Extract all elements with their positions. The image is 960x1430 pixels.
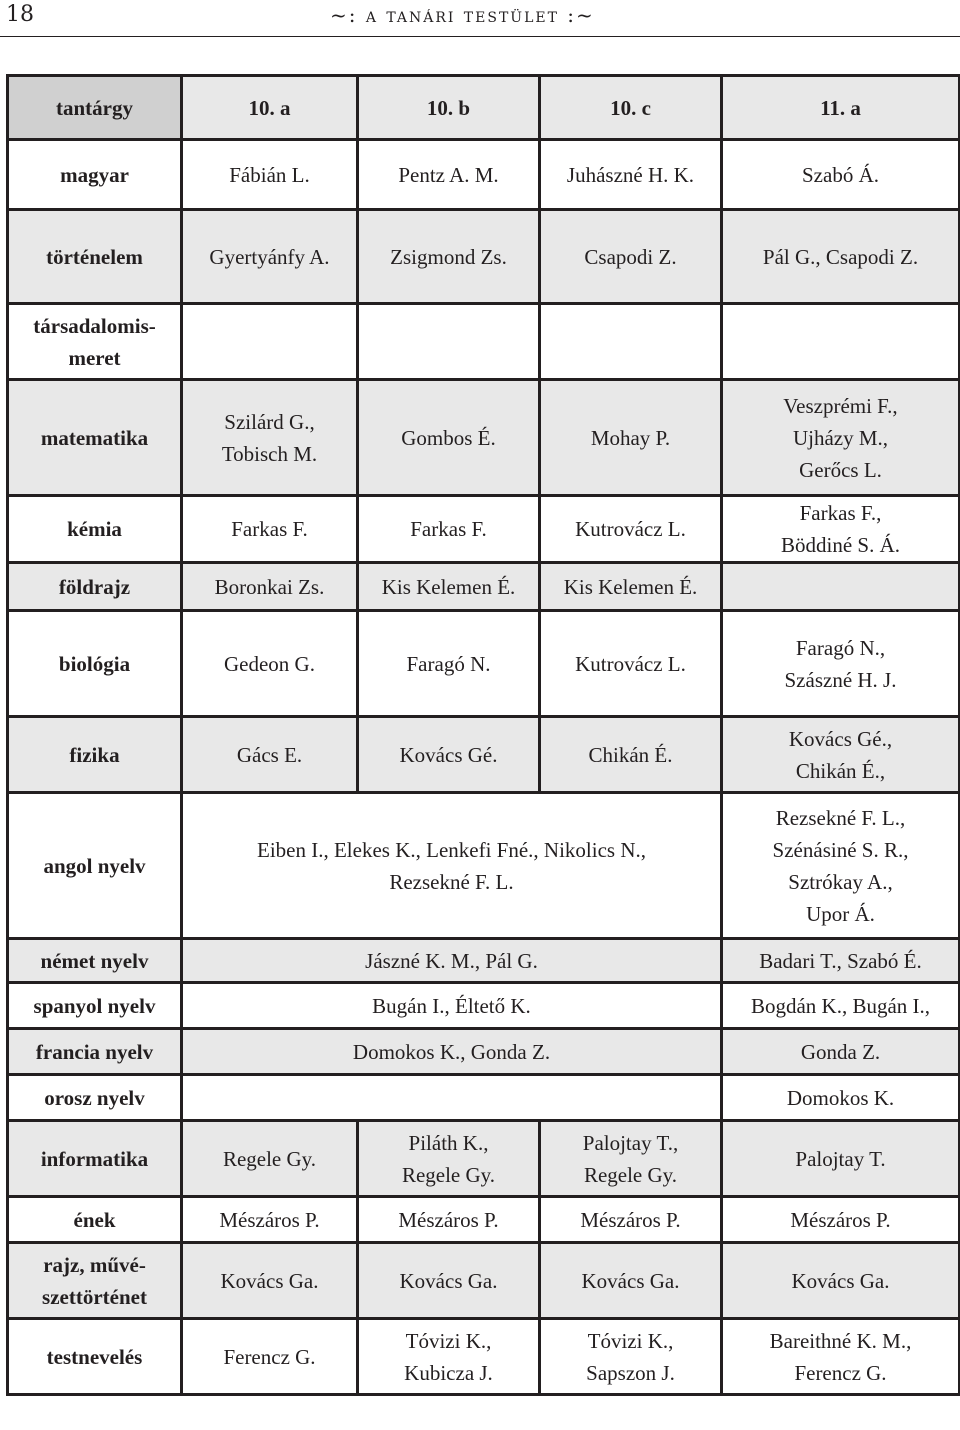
table-row: [8, 140, 960, 210]
teacher-cell: Farkas F.: [358, 496, 540, 563]
teacher-cell: [540, 304, 722, 380]
running-title: ~: a tanári testület :~: [330, 3, 595, 27]
table-row: [8, 380, 960, 496]
subject-cell: biológia: [8, 611, 182, 717]
table-row: [8, 939, 960, 983]
subject-cell: földrajz: [8, 563, 182, 611]
teacher-cell: Faragó N.: [358, 611, 540, 717]
column-header-subject: tantárgy: [8, 76, 182, 140]
teacher-cell: Tóvizi K., Sapszon J.: [540, 1319, 722, 1395]
subject-cell: francia nyelv: [8, 1029, 182, 1075]
subject-cell: orosz nyelv: [8, 1075, 182, 1121]
subject-cell: testnevelés: [8, 1319, 182, 1395]
teacher-cell: Bareithné K. M., Ferencz G.: [722, 1319, 960, 1395]
teacher-cell: [358, 304, 540, 380]
subject-cell: spanyol nyelv: [8, 983, 182, 1029]
subject-cell: történelem: [8, 210, 182, 304]
teacher-cell: Kovács Ga.: [358, 1243, 540, 1319]
table-row: [8, 210, 960, 304]
teacher-cell: Faragó N., Szászné H. J.: [722, 611, 960, 717]
teacher-cell: Farkas F., Böddiné S. Á.: [722, 496, 960, 563]
subject-cell: angol nyelv: [8, 793, 182, 939]
teacher-cell: Kovács Gé.: [358, 717, 540, 793]
teacher-cell: Palojtay T.: [722, 1121, 960, 1197]
teacher-cell: Pentz A. M.: [358, 140, 540, 210]
table-row: [8, 717, 960, 793]
table-row: [8, 793, 960, 939]
header-rule: [0, 36, 960, 37]
table-row: [8, 1319, 960, 1395]
teacher-cell: Bogdán K., Bugán I.,: [722, 983, 960, 1029]
teacher-schedule-table: [6, 74, 960, 1396]
teacher-cell: Gombos É.: [358, 380, 540, 496]
teacher-cell: Tóvizi K., Kubicza J.: [358, 1319, 540, 1395]
teacher-cell: [182, 304, 358, 380]
teacher-cell: Boronkai Zs.: [182, 563, 358, 611]
teacher-cell: Regele Gy.: [182, 1121, 358, 1197]
teacher-cell: Domokos K.: [722, 1075, 960, 1121]
subject-cell: matematika: [8, 380, 182, 496]
table-row: [8, 611, 960, 717]
teacher-cell: Kovács Ga.: [182, 1243, 358, 1319]
teacher-cell: Fábián L.: [182, 140, 358, 210]
table-row: [8, 563, 960, 611]
table-row: [8, 496, 960, 563]
teacher-cell: Mohay P.: [540, 380, 722, 496]
teacher-cell: Kutrovácz L.: [540, 496, 722, 563]
teacher-cell: Palojtay T., Regele Gy.: [540, 1121, 722, 1197]
teacher-cell: Zsigmond Zs.: [358, 210, 540, 304]
table-row: [8, 1121, 960, 1197]
teacher-cell: Kis Kelemen É.: [358, 563, 540, 611]
teacher-cell: Kis Kelemen É.: [540, 563, 722, 611]
table-row: [8, 983, 960, 1029]
teacher-cell: Juhászné H. K.: [540, 140, 722, 210]
column-header-class: 10. b: [358, 76, 540, 140]
subject-cell: magyar: [8, 140, 182, 210]
teacher-cell: Csapodi Z.: [540, 210, 722, 304]
teacher-cell: Gács E.: [182, 717, 358, 793]
subject-cell: informatika: [8, 1121, 182, 1197]
subject-cell: társadalomis- meret: [8, 304, 182, 380]
teacher-cell: Chikán É.: [540, 717, 722, 793]
teacher-cell: Szabó Á.: [722, 140, 960, 210]
column-header-class: 10. c: [540, 76, 722, 140]
teacher-cell: Gyertyánfy A.: [182, 210, 358, 304]
teacher-cell-merged: Domokos K., Gonda Z.: [182, 1029, 722, 1075]
table-row: [8, 1243, 960, 1319]
teacher-cell: Gonda Z.: [722, 1029, 960, 1075]
teacher-cell: Kovács Gé., Chikán É.,: [722, 717, 960, 793]
teacher-cell: Szilárd G., Tobisch M.: [182, 380, 358, 496]
table-row: [8, 1075, 960, 1121]
teacher-cell: Kutrovácz L.: [540, 611, 722, 717]
subject-cell: német nyelv: [8, 939, 182, 983]
teacher-cell: Veszprémi F., Ujházy M., Gerőcs L.: [722, 380, 960, 496]
page-header: [0, 0, 960, 36]
teacher-cell: [722, 563, 960, 611]
teacher-cell: Badari T., Szabó É.: [722, 939, 960, 983]
teacher-cell: Kovács Ga.: [722, 1243, 960, 1319]
teacher-cell: [722, 304, 960, 380]
teacher-cell: Gedeon G.: [182, 611, 358, 717]
table-header-row: [8, 76, 960, 140]
teacher-cell: Mészáros P.: [540, 1197, 722, 1243]
column-header-class: 10. a: [182, 76, 358, 140]
teacher-cell: Mészáros P.: [722, 1197, 960, 1243]
subject-cell: ének: [8, 1197, 182, 1243]
teacher-cell: Farkas F.: [182, 496, 358, 563]
subject-cell: fizika: [8, 717, 182, 793]
subject-cell: rajz, művé- szettörténet: [8, 1243, 182, 1319]
table-row: [8, 1029, 960, 1075]
subject-cell: kémia: [8, 496, 182, 563]
teacher-cell: Mészáros P.: [182, 1197, 358, 1243]
teacher-cell-merged: Bugán I., Éltető K.: [182, 983, 722, 1029]
column-header-class: 11. a: [722, 76, 960, 140]
teacher-cell: Ferencz G.: [182, 1319, 358, 1395]
page-number: 18: [6, 2, 34, 27]
teacher-cell: Mészáros P.: [358, 1197, 540, 1243]
teacher-cell-merged: [182, 1075, 722, 1121]
teacher-cell-merged: Eiben I., Elekes K., Lenkefi Fné., Nikolics N., Rezsekné F. L.: [182, 793, 722, 939]
teacher-cell: Kovács Ga.: [540, 1243, 722, 1319]
teacher-cell: Pál G., Csapodi Z.: [722, 210, 960, 304]
teacher-cell: Rezsekné F. L., Szénásiné S. R., Sztrókay A., Upor Á.: [722, 793, 960, 939]
table-row: [8, 304, 960, 380]
teacher-cell-merged: Jászné K. M., Pál G.: [182, 939, 722, 983]
table-row: [8, 1197, 960, 1243]
teacher-cell: Piláth K., Regele Gy.: [358, 1121, 540, 1197]
